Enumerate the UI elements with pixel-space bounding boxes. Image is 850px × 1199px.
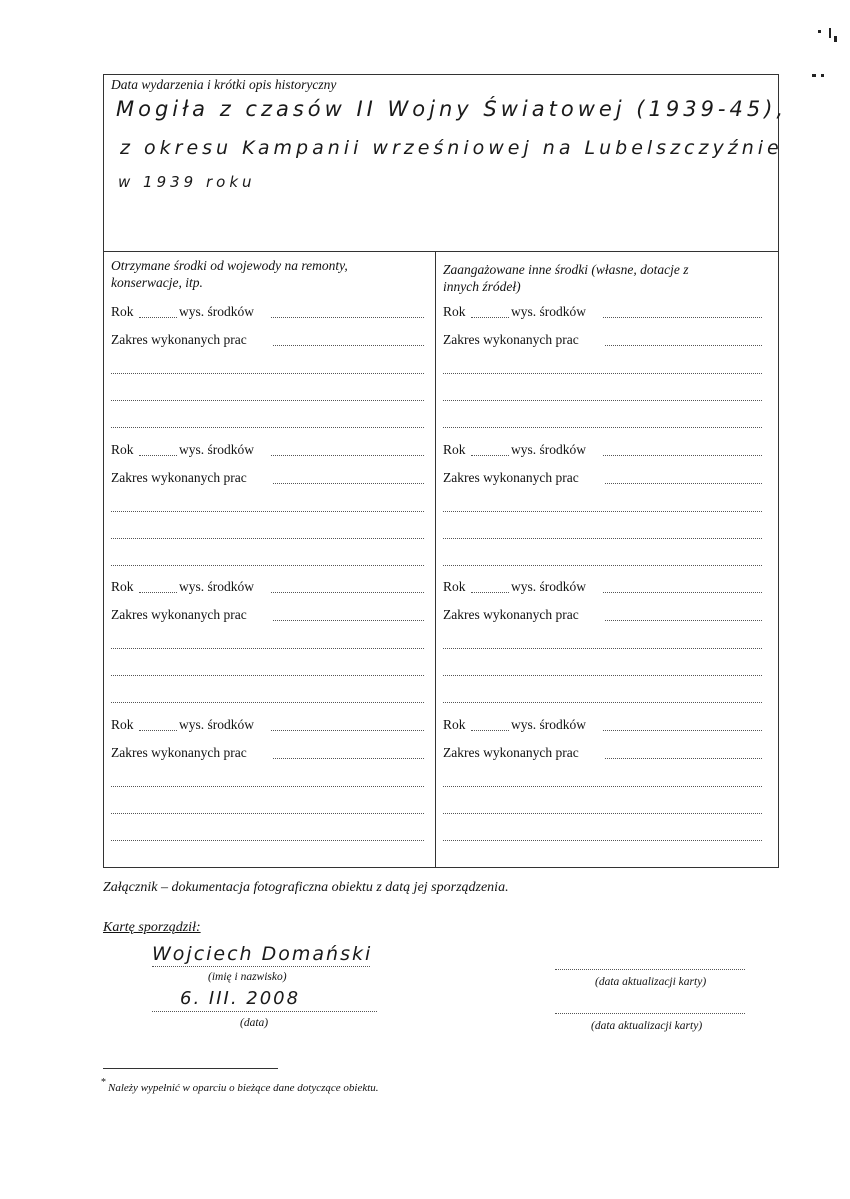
attachment-note: Załącznik – dokumentacja fotograficzna obiektu z datą jej sporządzenia. — [103, 880, 509, 895]
left-blank-line-2-1 — [111, 511, 424, 512]
history-line-2: z okresu Kampanii wrześniowej na Lubelszczyźnie — [120, 137, 783, 159]
footnote-text: Należy wypełnić w oparciu o bieżące dane dotyczące obiektu. — [108, 1082, 379, 1094]
history-label: Data wydarzenia i krótki opis historyczny — [111, 77, 337, 92]
right-blank-line-4-1 — [443, 786, 762, 787]
right-wys-label-4: wys. środków — [511, 717, 587, 732]
left-rok-label-4: Rok — [111, 717, 134, 732]
right-wys-dots-2 — [603, 455, 762, 456]
right-wys-label-3: wys. środków — [511, 579, 587, 594]
right-header-line-2: innych źródeł) — [443, 279, 521, 294]
right-blank-line-4-2 — [443, 813, 762, 814]
right-zakres-dots-4 — [605, 758, 762, 759]
right-rok-label-3: Rok — [443, 579, 466, 594]
scan-mark — [818, 30, 821, 33]
right-blank-line-2-3 — [443, 565, 762, 566]
right-blank-line-3-2 — [443, 675, 762, 676]
prepared-date: 6. III. 2008 — [180, 988, 301, 1009]
right-zakres-dots-3 — [605, 620, 762, 621]
left-wys-dots-1 — [271, 317, 424, 318]
left-zakres-dots-4 — [273, 758, 424, 759]
name-dotted-line — [152, 966, 370, 967]
right-header-line-1: Zaangażowane inne środki (własne, dotacje z — [443, 262, 689, 277]
left-zakres-label-4: Zakres wykonanych prac — [111, 745, 247, 760]
left-rok-label-2: Rok — [111, 442, 134, 457]
right-rok-dots-1 — [471, 317, 509, 318]
footnote-rule — [103, 1068, 278, 1069]
right-zakres-dots-1 — [605, 345, 762, 346]
footnote-mark: * — [101, 1077, 106, 1088]
left-rok-label-1: Rok — [111, 304, 134, 319]
left-wys-label-4: wys. środków — [179, 717, 255, 732]
right-blank-line-1-3 — [443, 427, 762, 428]
scan-mark — [812, 74, 816, 77]
left-zakres-label-2: Zakres wykonanych prac — [111, 470, 247, 485]
left-blank-line-2-2 — [111, 538, 424, 539]
left-zakres-dots-1 — [273, 345, 424, 346]
right-blank-line-4-3 — [443, 840, 762, 841]
name-caption: (imię i nazwisko) — [208, 971, 287, 983]
left-zakres-dots-2 — [273, 483, 424, 484]
left-rok-label-3: Rok — [111, 579, 134, 594]
right-rok-dots-3 — [471, 592, 509, 593]
left-blank-line-3-3 — [111, 702, 424, 703]
right-blank-line-2-2 — [443, 538, 762, 539]
right-rok-dots-4 — [471, 730, 509, 731]
left-wys-label-1: wys. środków — [179, 304, 255, 319]
left-blank-line-1-1 — [111, 373, 424, 374]
preparer-name: Wojciech Domański — [152, 943, 373, 965]
update-dotted-line-1 — [555, 969, 745, 970]
right-wys-dots-4 — [603, 730, 762, 731]
scan-mark — [821, 74, 824, 77]
right-zakres-dots-2 — [605, 483, 762, 484]
left-blank-line-4-2 — [111, 813, 424, 814]
right-blank-line-1-1 — [443, 373, 762, 374]
right-zakres-label-3: Zakres wykonanych prac — [443, 607, 579, 622]
right-zakres-label-2: Zakres wykonanych prac — [443, 470, 579, 485]
update-dotted-line-2 — [555, 1013, 745, 1014]
left-rok-dots-1 — [139, 317, 177, 318]
left-wys-dots-4 — [271, 730, 424, 731]
right-blank-line-1-2 — [443, 400, 762, 401]
left-blank-line-3-1 — [111, 648, 424, 649]
history-line-3: w 1939 roku — [118, 173, 256, 191]
right-wys-label-2: wys. środków — [511, 442, 587, 457]
right-blank-line-2-1 — [443, 511, 762, 512]
left-blank-line-2-3 — [111, 565, 424, 566]
left-rok-dots-3 — [139, 592, 177, 593]
left-wys-dots-3 — [271, 592, 424, 593]
left-zakres-label-3: Zakres wykonanych prac — [111, 607, 247, 622]
section-divider — [104, 251, 778, 252]
left-rok-dots-2 — [139, 455, 177, 456]
scan-mark — [834, 36, 837, 42]
right-wys-dots-3 — [603, 592, 762, 593]
form-table — [103, 74, 788, 868]
left-header-line-1: Otrzymane środki od wojewody na remonty, — [111, 258, 348, 273]
scan-mark — [829, 28, 831, 38]
left-rok-dots-4 — [139, 730, 177, 731]
left-blank-line-4-3 — [111, 840, 424, 841]
left-wys-dots-2 — [271, 455, 424, 456]
column-divider — [435, 251, 436, 867]
prepared-by-label: Kartę sporządził: — [103, 920, 201, 935]
right-rok-label-1: Rok — [443, 304, 466, 319]
right-blank-line-3-3 — [443, 702, 762, 703]
right-wys-label-1: wys. środków — [511, 304, 587, 319]
update-caption-2: (data aktualizacji karty) — [591, 1020, 703, 1032]
left-wys-label-3: wys. środków — [179, 579, 255, 594]
left-blank-line-3-2 — [111, 675, 424, 676]
history-line-1: Mogiła z czasów II Wojny Światowej (1939-45), — [116, 97, 788, 121]
right-rok-dots-2 — [471, 455, 509, 456]
left-blank-line-1-2 — [111, 400, 424, 401]
left-header-line-2: konserwacje, itp. — [111, 275, 203, 290]
update-caption-1: (data aktualizacji karty) — [595, 976, 707, 988]
date-dotted-line — [152, 1011, 377, 1012]
left-wys-label-2: wys. środków — [179, 442, 255, 457]
left-zakres-label-1: Zakres wykonanych prac — [111, 332, 247, 347]
right-rok-label-2: Rok — [443, 442, 466, 457]
left-blank-line-1-3 — [111, 427, 424, 428]
left-blank-line-4-1 — [111, 786, 424, 787]
left-zakres-dots-3 — [273, 620, 424, 621]
right-wys-dots-1 — [603, 317, 762, 318]
right-zakres-label-1: Zakres wykonanych prac — [443, 332, 579, 347]
right-rok-label-4: Rok — [443, 717, 466, 732]
right-blank-line-3-1 — [443, 648, 762, 649]
date-caption: (data) — [240, 1017, 269, 1029]
right-zakres-label-4: Zakres wykonanych prac — [443, 745, 579, 760]
